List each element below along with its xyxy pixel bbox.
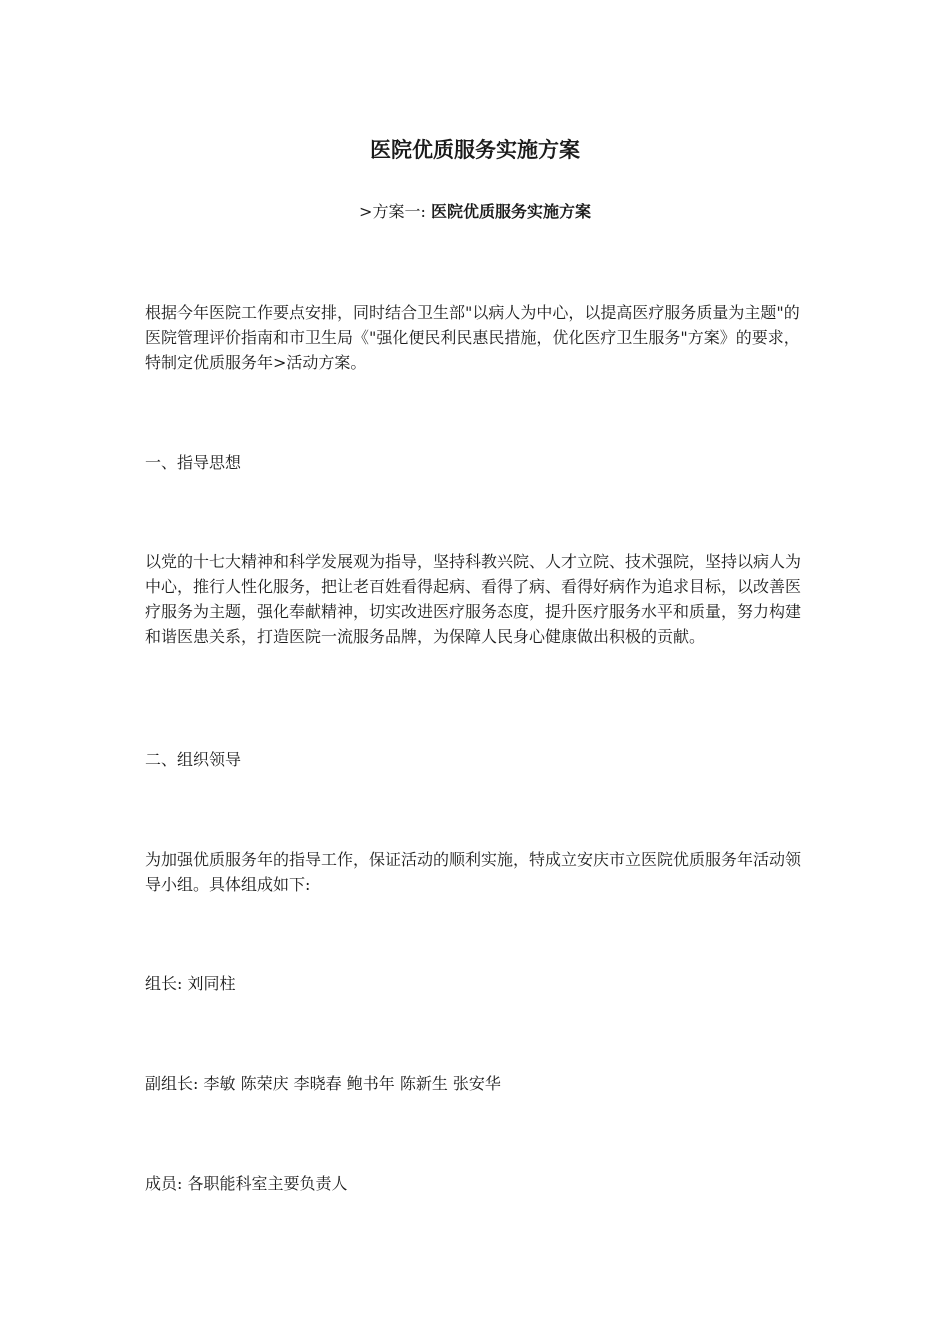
organization-paragraph: 为加强优质服务年的指导工作，保证活动的顺利实施，特成立安庆市立医院优质服务年活动领导小组。具体组成如下: (145, 850, 802, 894)
intro-paragraph: 根据今年医院工作要点安排，同时结合卫生部"以病人为中心，以提高医疗服务质量为主题"的医院管理评价指南和市卫生局《"强化便民利民惠民措施，优化医疗卫生服务"方案》的要求，特制定优质服务年>活动方案。 (145, 303, 800, 372)
deputy-leaders-line: 副组长: 李敏 陈荣庆 李晓春 鲍书年 陈新生 张安华 (145, 1074, 501, 1093)
team-leader-line: 组长: 刘同柱 (145, 974, 236, 993)
section-heading-guiding-ideology: 一、指导思想 (145, 453, 242, 472)
subtitle-prefix: >方案一: (359, 202, 431, 221)
guiding-ideology-paragraph: 以党的十七大精神和科学发展观为指导，坚持科教兴院、人才立院、技术强院，坚持以病人为中心，推行人性化服务，把让老百姓看得起病、看得了病、看得好病作为追求目标，以改善医疗服务为主题，强化奉献精神，切实改进医疗服务态度，提升医疗服务水平和质量，努力构建和谐医患关系，打造医院一流服务品牌，为保障人民身心健康做出积极的贡献。 (145, 552, 802, 646)
members-line: 成员: 各职能科室主要负责人 (145, 1174, 348, 1193)
section-heading-organization: 二、组织领导 (145, 750, 242, 769)
document-title: 医院优质服务实施方案 (370, 137, 580, 162)
document-subtitle (0, 200, 950, 224)
subtitle-main: 医院优质服务实施方案 (430, 202, 591, 221)
